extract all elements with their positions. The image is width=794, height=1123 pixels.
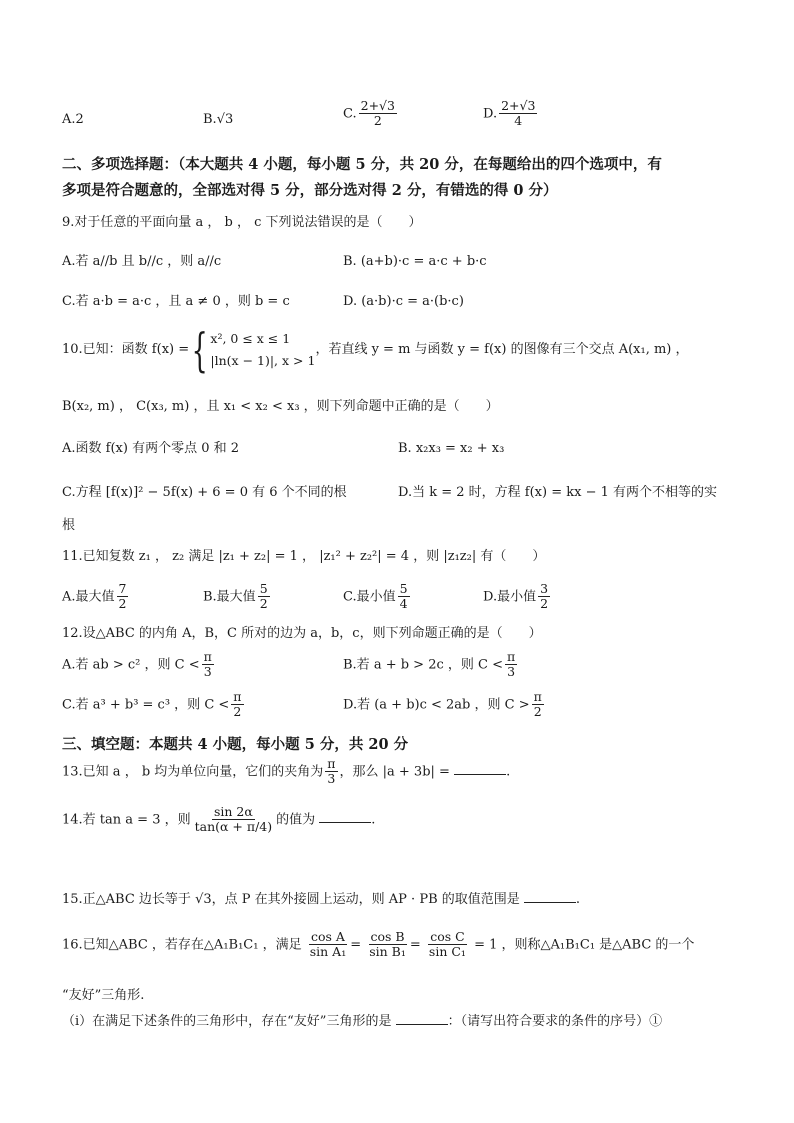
q13-fraction [325,757,337,787]
q10-option-c: C.方程 [f(x)]² − 5f(x) + 6 = 0 有 6 个不同的根 [62,485,347,500]
q11-b-label: B.最大值 [203,589,256,605]
q13-answer-blank[interactable] [454,764,506,775]
q11-b-fraction [258,582,270,612]
q12-b-label: B.若 a + b > 2c ，则 C < [343,657,503,673]
q12-c-num: π [233,689,242,704]
q16-line2: “友好”三角形. [62,988,145,1003]
q12-option-b [343,650,519,680]
q9-option-b: B. (a+b)·c = a·c + b·c [343,254,487,269]
q9-stem: 9.对于任意的平面向量 a ， b ， c 下列说法错误的是（ ） [62,215,422,230]
q12-option-a [62,650,216,680]
q15-pre: 15.正△ABC 边长等于 [62,892,191,907]
q14-pre: 14.若 tan a = 3 ，则 [62,812,191,828]
q10-option-b: B. x₂x₃ = x₂ + x₃ [398,441,505,456]
q10-line2: B(x₂, m) ， C(x₃, m) ，且 x₁ < x₂ < x₃ ，则下列命题中正确的是（ ） [62,399,499,414]
q11-a-den: 2 [118,596,127,612]
q13-pre: 13.已知 a ， b 均为单位向量，它们的夹角为 [62,764,324,780]
q14-den: tan(α + π/4) [194,819,273,835]
q16-f2-num: cos B [370,929,405,944]
q11-stem: 11.已知复数 z₁ ， z₂ 满足 |z₁ + z₂| = 1 ， |z₁² + z₂²| = 4 ，则 |z₁z₂| 有（ ） [62,549,546,564]
q15-sqrt: √3 [195,892,212,907]
q8-c-fraction [359,99,397,129]
q16-f1-num: cos A [311,929,345,944]
q11-d-num: 3 [540,581,549,596]
q15-end: . [575,892,581,907]
q10-option-d-tail: 根 [62,518,76,533]
q11-option-b [203,582,272,612]
q12-d-num: π [533,689,542,704]
q16-line3-end: ：（请写出符合要求的条件的序号）① [447,1014,663,1029]
q10-case1: x², 0 ≤ x ≤ 1 [210,330,291,346]
q11-d-fraction [538,582,550,612]
q15-answer-blank[interactable] [524,892,576,903]
q11-option-a [62,582,130,612]
q12-a-fraction [202,650,214,680]
q16-line3-text: （i）在满足下述条件的三角形中，存在“友好”三角形的是 [62,1014,392,1029]
q11-c-label: C.最小值 [343,589,396,605]
q11-option-d [483,582,552,612]
q8-option-d [483,99,539,129]
q12-d-den: 2 [533,704,542,720]
q11-option-c [343,582,412,612]
q14-post: 的值为 [276,812,316,828]
q9-option-d: D. (a·b)·c = a·(b·c) [343,294,464,309]
q8-option-a: A.2 [62,112,84,127]
q14-answer-blank[interactable] [319,812,371,823]
q16-line1: 16.已知△ABC ，若存在△A₁B₁C₁ ，满足 $\frac{\text{cos A}}{\text{sin A₁}}$ = $\frac{\text{cos B}}{\text{sin B₁}}$ = $\frac{\text{cos C}}{\text{sin C₁}}$ = 1 ，则称△A₁B₁C₁ 是△ABC 的一个 [62,929,695,960]
q12-c-den: 2 [233,704,242,720]
q12-c-fraction [231,690,243,720]
q10-option-a: A.函数 f(x) 有两个零点 0 和 2 [62,441,240,456]
q16-fraction-a [308,930,348,960]
q16-fraction-b [367,930,408,960]
q12-stem: 12.设△ABC 的内角 A，B，C 所对的边为 a，b，c，则下列命题正确的是（ ） [62,626,542,641]
q13-num: π [327,756,336,771]
q15 [62,892,580,908]
q11-b-den: 2 [259,596,268,612]
q11-d-label: D.最小值 [483,589,537,605]
q11-a-fraction [117,582,129,612]
q14-end: . [371,812,376,828]
brace-symbol: { [191,323,208,377]
q16-post: = 1 ，则称△A₁B₁C₁ 是△ABC 的一个 [474,937,695,953]
q8-option-c [343,99,399,129]
section3-heading: 三、填空题：本题共 4 小题，每小题 5 分，共 20 分 [62,736,409,753]
q14-num: sin 2α [213,804,253,819]
q8-d-den: 4 [514,113,523,129]
q9-option-c: C.若 a·b = a·c ，且 a ≠ 0 ，则 b = c [62,294,290,309]
q13-den: 3 [327,771,336,787]
q12-c-label: C.若 a³ + b³ = c³ ，则 C < [62,697,230,713]
q8-d-fraction [499,99,537,129]
q16-f3-num: cos C [430,929,465,944]
q11-c-num: 5 [399,581,408,596]
q12-a-den: 3 [203,664,212,680]
q12-d-label: D.若 (a + b)c < 2ab ，则 C > [343,697,530,713]
q10-prefix: 10.已知：函数 f(x) = [62,342,190,358]
q16-f1-den: sin A₁ [309,944,347,960]
q11-b-num: 5 [259,581,268,596]
q11-c-den: 4 [399,596,408,612]
q13 [62,757,510,787]
q16-f3-den: sin C₁ [428,944,466,960]
q8-option-b [203,112,233,128]
q12-b-fraction [505,650,517,680]
q10-piecewise [210,328,315,373]
q12-b-num: π [507,649,516,664]
q8-c-den: 2 [373,113,382,129]
q16-line3 [62,1014,662,1030]
q9-option-a: A.若 a//b 且 b//c ，则 a//c [62,254,222,269]
q11-c-fraction [398,582,410,612]
q12-a-label: A.若 ab > c² ，则 C < [62,657,200,673]
q16-answer-blank[interactable] [396,1014,448,1025]
q16-fraction-c [427,930,468,960]
q12-b-den: 3 [507,664,516,680]
q12-d-fraction [532,690,544,720]
q10-suffix: ，若直线 y = m 与函数 y = f(x) 的图像有三个交点 A(x₁, m) ， [315,342,689,358]
q16-f2-den: sin B₁ [369,944,406,960]
q10-option-d: D.当 k = 2 时，方程 f(x) = kx − 1 有两个不相等的实 [398,485,718,500]
q10-stem [62,323,689,377]
q15-post: ，点 P 在其外接圆上运动，则 AP · PB 的取值范围是 [211,892,520,907]
q8-d-label: D. [483,106,498,122]
q8-b-sqrt: √3 [216,112,234,127]
q11-d-den: 2 [540,596,549,612]
q12-option-d [343,690,546,720]
q14-fraction [193,805,275,835]
q8-c-num: 2+√3 [360,98,395,113]
q14 [62,805,375,835]
q13-post: ，那么 |a + 3b| = [339,764,450,780]
q13-end: . [506,764,511,780]
q11-a-label: A.最大值 [62,589,115,605]
q12-option-c [62,690,246,720]
q12-a-num: π [203,649,212,664]
q8-b-label: B. [203,112,217,127]
section2-heading-line1: 二、多项选择题：（本大题共 4 小题，每小题 5 分，共 20 分，在每题给出的四个选项中，有 [62,156,662,173]
section2-heading-line2: 多项是符合题意的，全部选对得 5 分，部分选对得 2 分，有错选的得 0 分） [62,182,558,199]
q8-c-label: C. [343,106,357,122]
q11-a-num: 7 [118,581,127,596]
q8-d-num: 2+√3 [501,98,536,113]
q10-case2: |ln(x − 1)|, x > 1 [210,353,316,368]
q16-pre: 16.已知△ABC ，若存在△A₁B₁C₁ ，满足 [62,937,302,953]
